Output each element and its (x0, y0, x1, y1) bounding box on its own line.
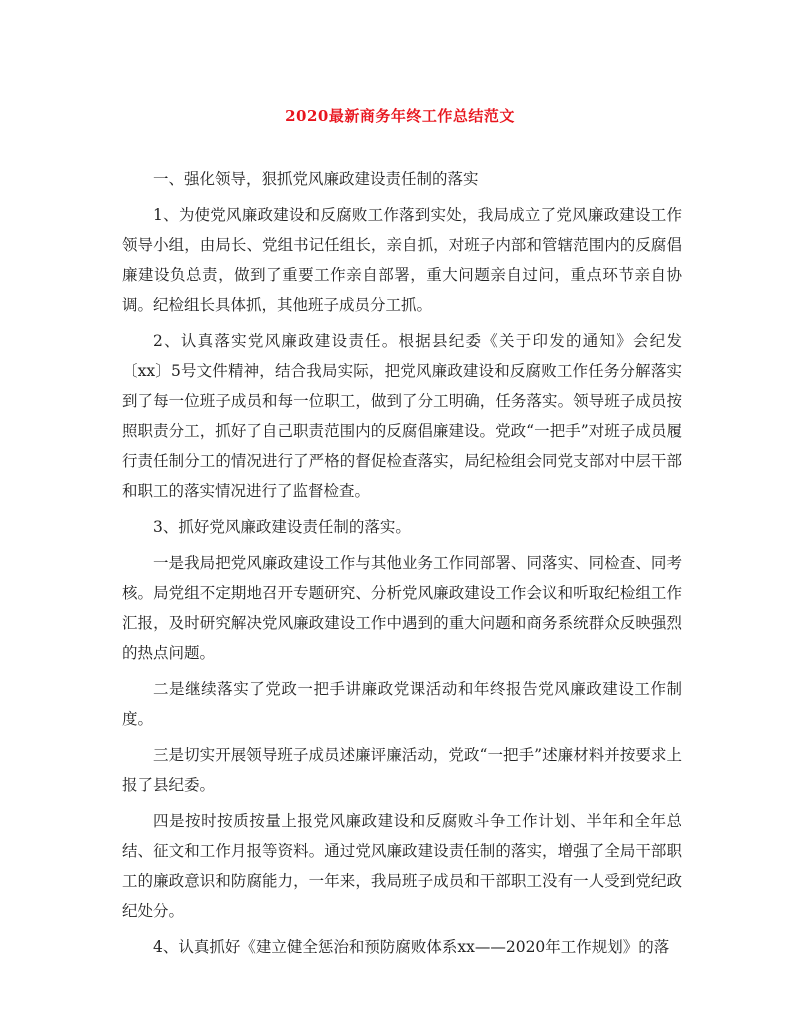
paragraph-point-1: 一是我局把党风廉政建设工作与其他业务工作同部署、同落实、同检查、同考核。局党组不定期地召开专题研究、分析党风廉政建设工作会议和听取纪检组工作汇报，及时研究解决党风廉政建设工作中遇到的重大问题和商务系统群众反映强烈的热点问题。 (122, 554, 682, 662)
document-body (122, 164, 682, 968)
paragraph-item-1: 1、为使党风廉政建设和反腐败工作落到实处，我局成立了党风廉政建设工作领导小组，由局长、党组书记任组长，亲自抓，对班子内部和管辖范围内的反腐倡廉建设负总责，做到了重要工作亲自部署，重大问题亲自过问，重点环节亲自协调。纪检组长具体抓，其他班子成员分工抓。 (122, 206, 682, 314)
paragraph-point-2: 二是继续落实了党政一把手讲廉政党课活动和年终报告党风廉政建设工作制度。 (122, 680, 682, 728)
section-heading-1: 一、强化领导，狠抓党风廉政建设责任制的落实 (153, 170, 479, 188)
document-title: 2020最新商务年终工作总结范文 (285, 107, 515, 125)
paragraph-item-4: 4、认真抓好《建立健全惩治和预防腐败体系xx——2020年工作规划》的落 (153, 938, 670, 956)
paragraph-item-3: 3、抓好党风廉政建设责任制的落实。 (153, 518, 411, 536)
paragraph-point-4: 四是按时按质按量上报党风廉政建设和反腐败斗争工作计划、半年和全年总结、征文和工作月报等资料。通过党风廉政建设责任制的落实，增强了全局干部职工的廉政意识和防腐能力，一年来，我局班子成员和干部职工没有一人受到党纪政纪处分。 (122, 812, 682, 920)
paragraph-item-2: 2、认真落实党风廉政建设责任。根据县纪委《关于印发的通知》会纪发〔xx〕5号文件精神，结合我局实际，把党风廉政建设和反腐败工作任务分解落实到了每一位班子成员和每一位职工，做到了分工明确，任务落实。领导班子成员按照职责分工，抓好了自己职责范围内的反腐倡廉建设。党政“一把手”对班子成员履行责任制分工的情况进行了严格的督促检查落实，局纪检组会同党支部对中层干部和职工的落实情况进行了监督检查。 (122, 332, 682, 500)
paragraph-point-3: 三是切实开展领导班子成员述廉评廉活动，党政“一把手”述廉材料并按要求上报了县纪委。 (122, 746, 682, 794)
